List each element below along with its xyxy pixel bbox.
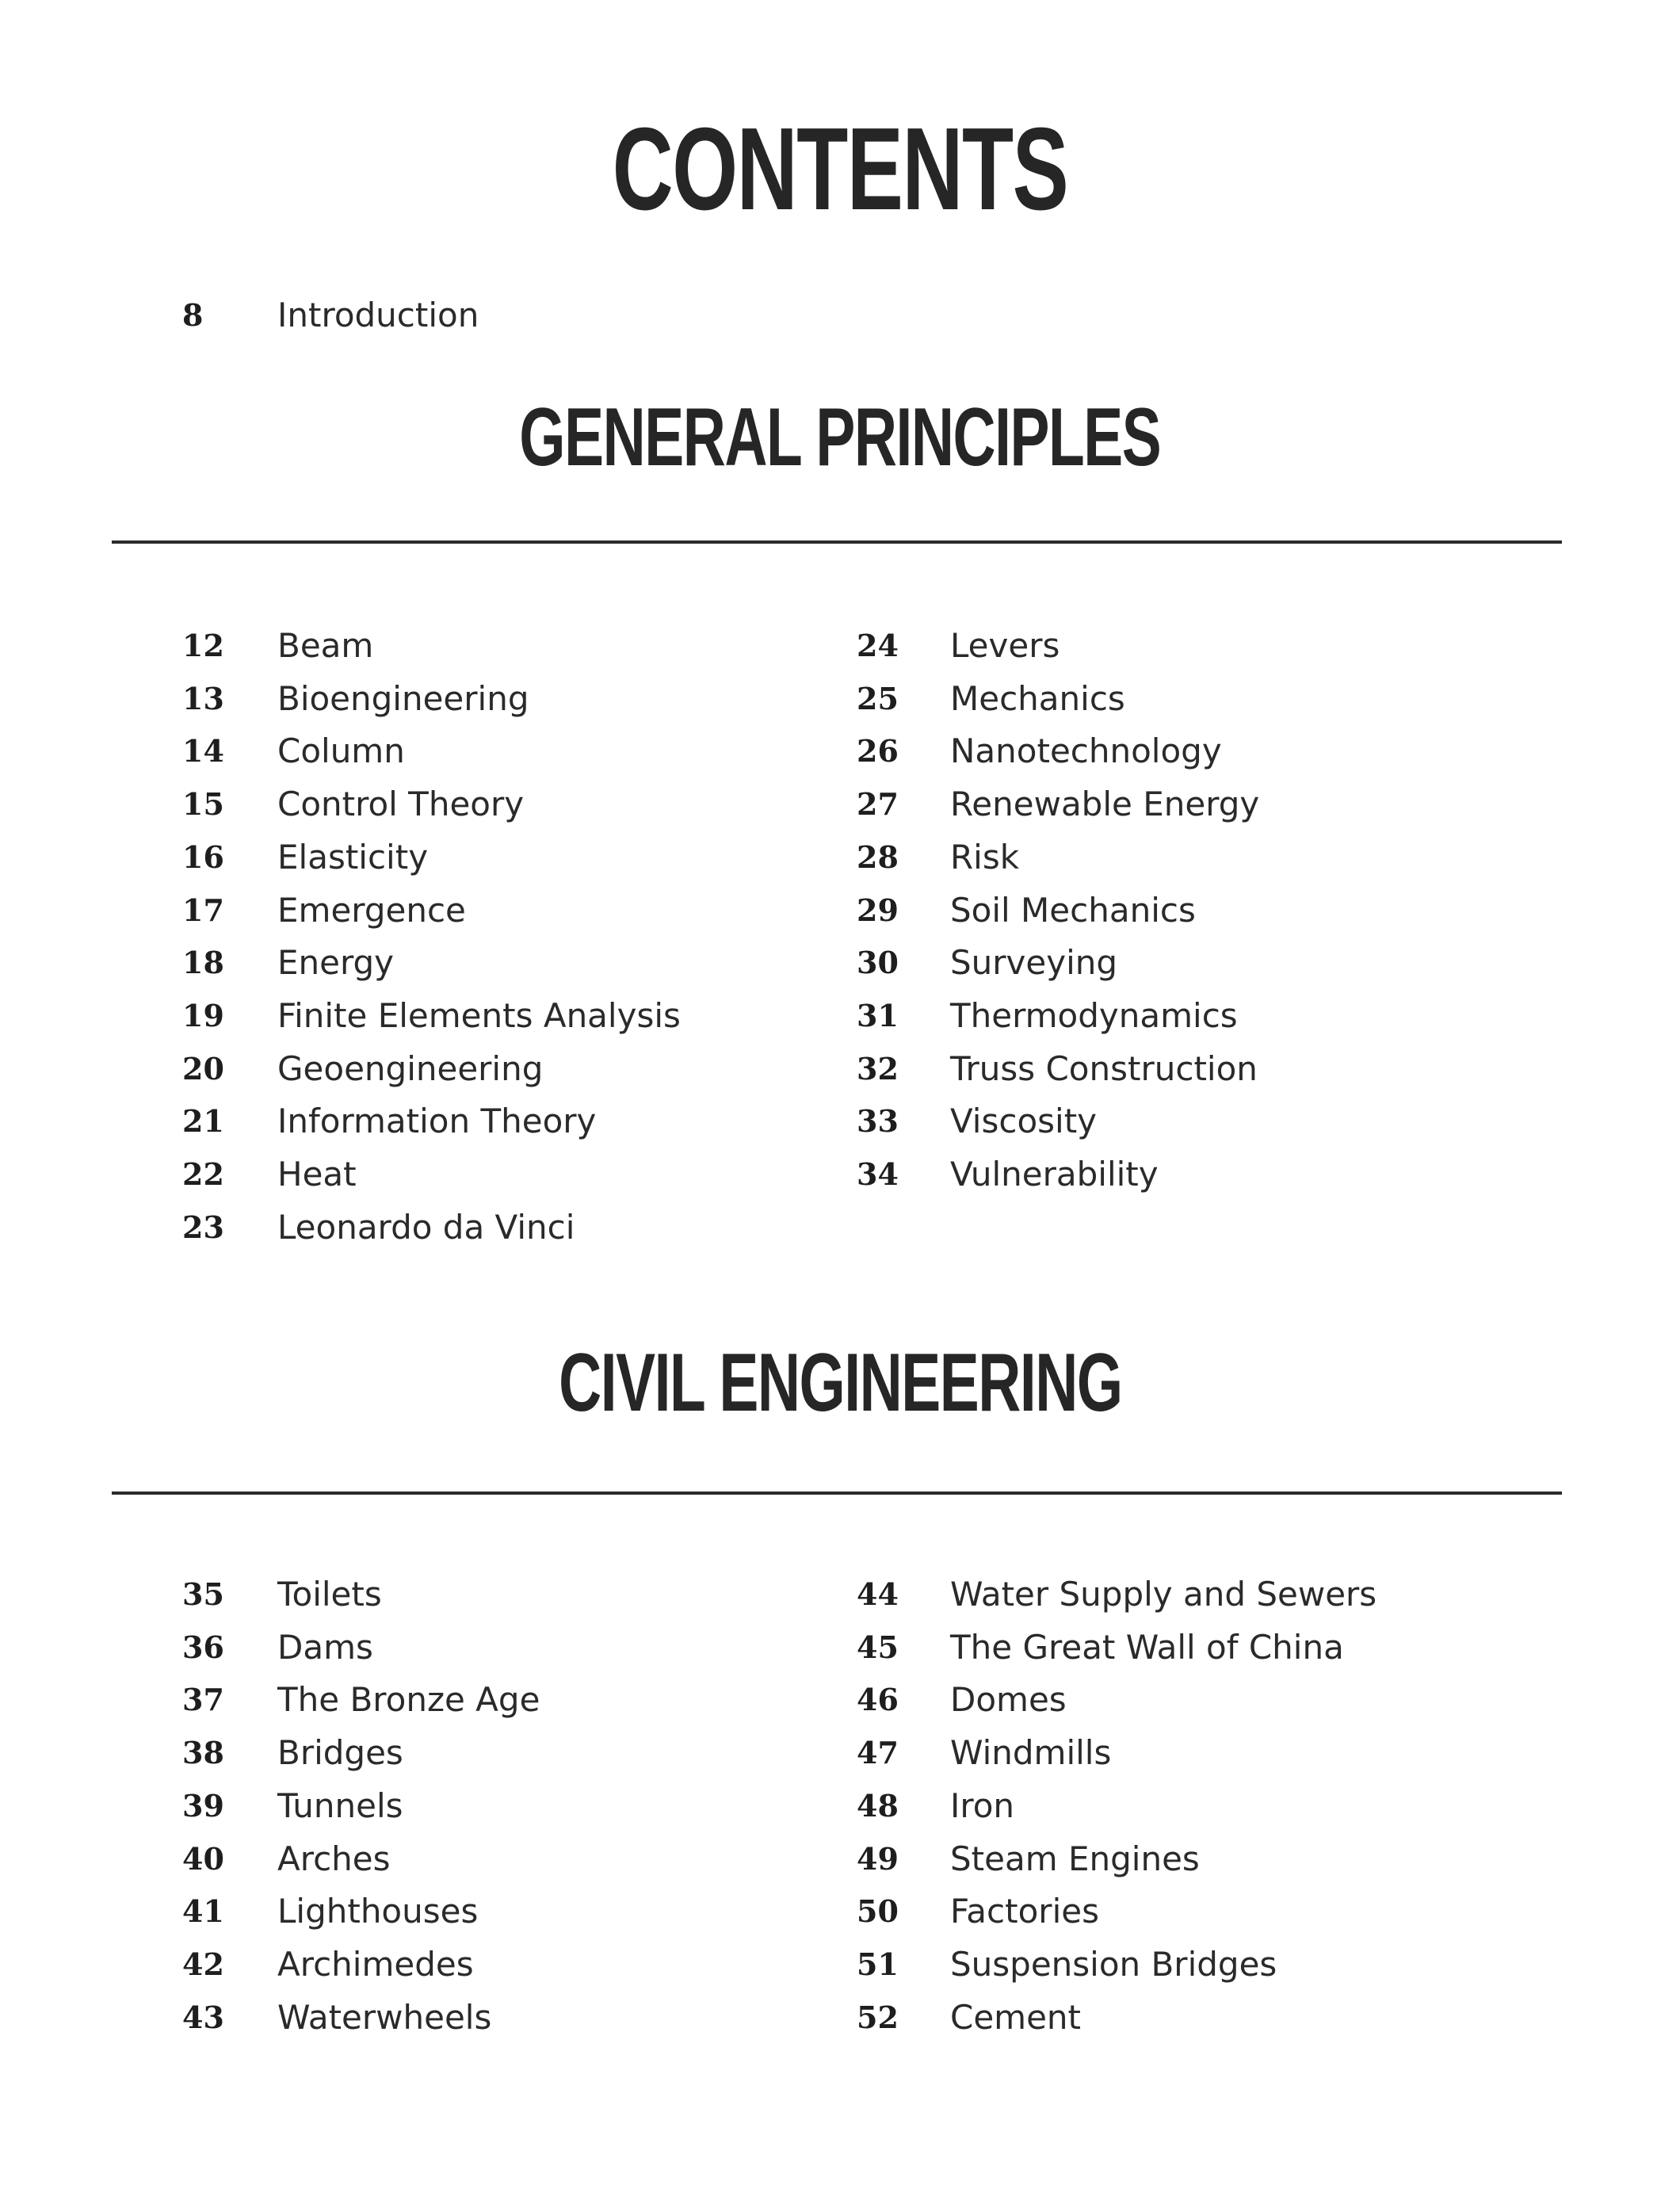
entry-label: Introduction bbox=[277, 296, 479, 334]
toc-entry[interactable] bbox=[857, 728, 1491, 775]
entry-label: Water Supply and Sewers bbox=[950, 1575, 1377, 1614]
entry-label: Arches bbox=[277, 1839, 391, 1878]
page-number: 34 bbox=[857, 1156, 899, 1192]
section-divider bbox=[112, 540, 1562, 544]
toc-entry[interactable] bbox=[857, 1888, 1491, 1935]
toc-entry[interactable] bbox=[182, 728, 816, 775]
entry-label: Leonardo da Vinci bbox=[277, 1207, 575, 1247]
entry-label: Steam Engines bbox=[950, 1839, 1200, 1878]
page-number: 20 bbox=[182, 1050, 224, 1087]
page-number: 49 bbox=[857, 1840, 899, 1877]
page-number: 45 bbox=[857, 1629, 899, 1665]
toc-entry[interactable] bbox=[857, 622, 1491, 670]
entry-label: Dams bbox=[277, 1627, 373, 1667]
entry-label: Waterwheels bbox=[277, 1997, 492, 2037]
entry-label: Finite Elements Analysis bbox=[277, 995, 681, 1035]
page-number: 19 bbox=[182, 997, 224, 1033]
toc-entry[interactable] bbox=[857, 675, 1491, 723]
page-number: 40 bbox=[182, 1840, 224, 1877]
page-number: 30 bbox=[857, 945, 899, 981]
entry-label: The Bronze Age bbox=[277, 1680, 540, 1720]
page-number: 48 bbox=[857, 1787, 899, 1824]
entry-label: Iron bbox=[950, 1786, 1015, 1825]
entry-label: Factories bbox=[950, 1892, 1099, 1931]
entry-label: Column bbox=[277, 731, 405, 771]
page-number: 23 bbox=[182, 1209, 224, 1245]
page-number: 31 bbox=[857, 997, 899, 1033]
toc-entry[interactable] bbox=[182, 1098, 816, 1145]
toc-entry[interactable] bbox=[182, 887, 816, 934]
entry-label: Energy bbox=[277, 943, 395, 983]
toc-entry[interactable] bbox=[182, 1676, 816, 1724]
entry-label: Risk bbox=[950, 837, 1020, 877]
section-heading-general-principles bbox=[0, 391, 1680, 483]
toc-entry[interactable] bbox=[857, 1045, 1491, 1093]
toc-entry[interactable] bbox=[857, 781, 1491, 828]
entry-label: Control Theory bbox=[277, 785, 525, 824]
page-number: 15 bbox=[182, 786, 224, 823]
page-number: 33 bbox=[857, 1103, 899, 1140]
toc-entry[interactable] bbox=[857, 887, 1491, 934]
toc-entry[interactable] bbox=[182, 1888, 816, 1935]
section-divider bbox=[112, 1491, 1562, 1495]
toc-entry[interactable] bbox=[857, 1098, 1491, 1145]
entry-label: Vulnerability bbox=[950, 1155, 1159, 1194]
page-number: 38 bbox=[182, 1735, 224, 1771]
page-number: 21 bbox=[182, 1103, 224, 1140]
entry-label: Bioengineering bbox=[277, 678, 529, 718]
entry-label: Elasticity bbox=[277, 837, 429, 877]
page-number: 22 bbox=[182, 1156, 224, 1192]
entry-label: Suspension Bridges bbox=[950, 1944, 1277, 1984]
entry-label: Viscosity bbox=[950, 1102, 1098, 1141]
entry-label: Nanotechnology bbox=[950, 731, 1222, 771]
toc-entry[interactable] bbox=[857, 1571, 1491, 1618]
entry-label: The Great Wall of China bbox=[950, 1627, 1344, 1667]
toc-entry[interactable] bbox=[857, 939, 1491, 987]
toc-entry[interactable] bbox=[182, 1204, 816, 1251]
entry-label: Archimedes bbox=[277, 1944, 474, 1984]
entry-label: Renewable Energy bbox=[950, 785, 1260, 824]
entry-label: Heat bbox=[277, 1155, 357, 1194]
page-number: 41 bbox=[182, 1893, 224, 1930]
section-heading-text: CIVIL ENGINEERING bbox=[558, 1337, 1122, 1429]
toc-entry[interactable] bbox=[182, 1151, 816, 1198]
entry-label: Domes bbox=[950, 1680, 1067, 1720]
entry-label: Tunnels bbox=[277, 1786, 403, 1825]
entry-label: Levers bbox=[950, 626, 1060, 665]
toc-entry[interactable] bbox=[182, 992, 816, 1040]
page-number: 37 bbox=[182, 1682, 224, 1718]
toc-entry[interactable] bbox=[857, 992, 1491, 1040]
page-number: 28 bbox=[857, 838, 899, 875]
page-number: 24 bbox=[857, 628, 899, 663]
toc-entry[interactable] bbox=[857, 1835, 1491, 1883]
entry-label: Soil Mechanics bbox=[950, 890, 1196, 930]
toc-entry[interactable] bbox=[182, 1994, 816, 2041]
toc-entry[interactable] bbox=[857, 834, 1491, 881]
toc-entry[interactable] bbox=[182, 834, 816, 881]
page-number: 27 bbox=[857, 786, 899, 823]
toc-entry[interactable] bbox=[182, 675, 816, 723]
page-number: 43 bbox=[182, 1999, 224, 2035]
entry-label: Beam bbox=[277, 626, 374, 665]
page-title bbox=[0, 104, 1680, 235]
page-number: 8 bbox=[182, 297, 204, 333]
page-number: 44 bbox=[857, 1576, 899, 1612]
entry-label: Bridges bbox=[277, 1733, 403, 1773]
toc-entry[interactable] bbox=[182, 1941, 816, 1988]
page-number: 17 bbox=[182, 892, 224, 928]
page-title-text: CONTENTS bbox=[612, 104, 1068, 235]
page-number: 18 bbox=[182, 945, 224, 981]
page-number: 14 bbox=[182, 733, 224, 770]
toc-entry[interactable] bbox=[182, 622, 816, 670]
page-number: 50 bbox=[857, 1893, 899, 1930]
toc-entry[interactable] bbox=[182, 939, 816, 987]
toc-entry[interactable] bbox=[182, 1729, 816, 1777]
toc-entry-introduction[interactable] bbox=[182, 292, 658, 339]
entry-label: Lighthouses bbox=[277, 1892, 479, 1931]
toc-entry[interactable] bbox=[857, 1729, 1491, 1777]
toc-entry[interactable] bbox=[182, 1624, 816, 1671]
page-number: 26 bbox=[857, 733, 899, 770]
entry-label: Surveying bbox=[950, 943, 1118, 983]
page-number: 32 bbox=[857, 1050, 899, 1087]
toc-entry[interactable] bbox=[182, 1571, 816, 1618]
entry-label: Thermodynamics bbox=[950, 995, 1238, 1035]
toc-entry[interactable] bbox=[857, 1994, 1491, 2041]
entry-label: Geoengineering bbox=[277, 1048, 544, 1088]
page-number: 29 bbox=[857, 892, 899, 928]
entry-label: Windmills bbox=[950, 1733, 1112, 1773]
section-heading-text: GENERAL PRINCIPLES bbox=[519, 391, 1161, 483]
page-number: 36 bbox=[182, 1629, 224, 1665]
section-heading-civil-engineering bbox=[0, 1337, 1680, 1429]
entry-label: Emergence bbox=[277, 890, 466, 930]
page-number: 51 bbox=[857, 1946, 899, 1982]
toc-entry[interactable] bbox=[182, 1045, 816, 1093]
page-number: 46 bbox=[857, 1682, 899, 1718]
page-number: 35 bbox=[182, 1576, 224, 1612]
toc-entry[interactable] bbox=[857, 1624, 1491, 1671]
toc-entry[interactable] bbox=[182, 1835, 816, 1883]
entry-label: Information Theory bbox=[277, 1102, 597, 1141]
page-number: 13 bbox=[182, 680, 224, 716]
toc-entry[interactable] bbox=[857, 1676, 1491, 1724]
page-number: 47 bbox=[857, 1735, 899, 1771]
page-number: 42 bbox=[182, 1946, 224, 1982]
page-number: 25 bbox=[857, 680, 899, 716]
entry-label: Truss Construction bbox=[950, 1048, 1258, 1088]
page-number: 52 bbox=[857, 1999, 899, 2035]
page-number: 12 bbox=[182, 628, 224, 663]
entry-label: Toilets bbox=[277, 1575, 382, 1614]
toc-entry[interactable] bbox=[857, 1941, 1491, 1988]
toc-entry[interactable] bbox=[857, 1782, 1491, 1830]
entry-label: Cement bbox=[950, 1997, 1082, 2037]
page-number: 39 bbox=[182, 1787, 224, 1824]
page-number: 16 bbox=[182, 838, 224, 875]
toc-entry[interactable] bbox=[182, 781, 816, 828]
entry-label: Mechanics bbox=[950, 678, 1125, 718]
toc-entry[interactable] bbox=[857, 1151, 1491, 1198]
toc-entry[interactable] bbox=[182, 1782, 816, 1830]
